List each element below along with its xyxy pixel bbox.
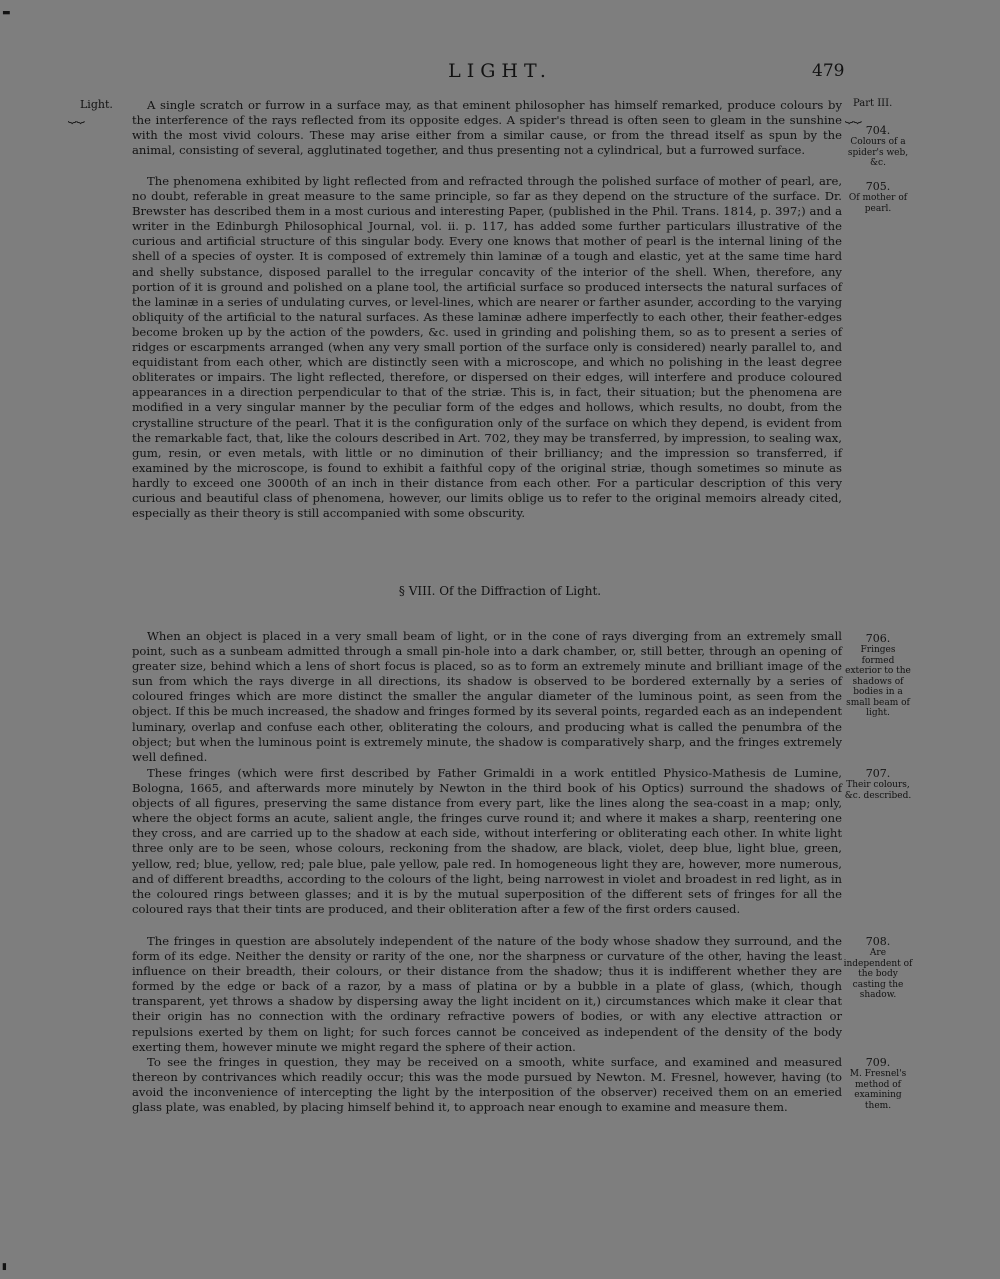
paragraph-mother-of-pearl: The phenomena exhibited by light reflected from and refracted through the polished surface of mother of pearl, are, no doubt, referable in great measure to the same principle, so far as they depend on the structure of the surface. Dr. Brewster has described them in a most curious and interesting Paper, (published in the Phil. Trans. 1814, p. 397;) and a writer in the Edinburgh Philosophical Journal, vol. ii. p. 117, has added some further particulars illustrative of the curious and artificial structure of this singular body. Every one knows that mother of pearl is the internal lining of the shell of a species of oyster. It is composed of extremely thin laminæ of a tough and elastic, yet at the same time hard and shelly substance, disposed parallel to the irregular concavity of the interior of the shell. When, therefore, any portion of it is ground and polished on a plane tool, the artificial surface so produced intersects the natural surfaces of the laminæ in a series of undulating curves, or level-lines, which are nearer or farther asunder, according to the varying obliquity of the artificial to the natural surfaces. As these laminæ adhere imperfectly to each other, their feather-edges become broken up by the action of the powders, &c. used in grinding and polishing them, so as to present a series of ridges or escarpments arranged (when any very small portion of the surface only is considered) nearly parallel to, and equidistant from each other, which are distinctly seen with a microscope, and which no polishing in the least degree obliterates or impairs. The light reflected, therefore, or dispersed on their edges, will interfere and produce coloured appearances in a direction perpendicular to that of the striæ. This is, in fact, their situation; but the phenomena are modified in a very singular manner by the peculiar form of the edges and hollows, which results, no doubt, from the crystalline structure of the pearl. That it is the configuration only of the surface on which they depend, is evident from the remarkable fact, that, like the colours described in Art. 702, they may be transferred, by impression, to sealing wax, gum, resin, or even metals, with little or no diminution of their brilliancy; and the impression so transferred, if examined by the microscope, is found to exhibit a faithful copy of the original striæ, though sometimes so minute as hardly to exceed one 3000th of an inch in their distance from each other. For a particular description of this very curious and beautiful class of phenomena, however, our limits oblige us to refer to the original memoirs already cited, especially as their theory is still accompanied with some obscurity. xyxy=(132,174,842,521)
paragraph-fringes: These fringes (which were first described by Father Grimaldi in a work entitled Physico-Mathesis de Lumine, Bologna, 1665, and afterwards more minutely by Newton in the third book of his Optics) surround the shadows of objects of all figures, preserving the same distance from every part, like the lines along the sea-coast in a map; only, where the object forms an acute, salient angle, the fringes curve round it; and where it makes a sharp, reentering one they cross, and are carried up to the shadow at each side, without interfering or obliterating each other. In white light three only are to be seen, whose colours, reckoning from the shadow, are black, violet, deep blue, light blue, green, yellow, red; blue, yellow, red; pale blue, pale yellow, pale red. In homogeneous light they are, however, more numerous, and of different breadths, according to the colours of the light, being narrowest in violet and broadest in red light, as in the coloured rings between glasses; and it is by the mutual superposition of the different sets of fringes for all the coloured rays that their tints are produced, and their obliteration after a few of the first orders caused. xyxy=(132,766,842,916)
margin-note-707 xyxy=(843,767,913,801)
margin-note-706 xyxy=(843,632,913,719)
margin-note-number: 709. xyxy=(865,1056,891,1069)
paragraph-independence: The fringes in question are absolutely independent of the nature of the body whose shadow they surround, and the form of its edge. Neither the density or rarity of the one, nor the sharpness or curvature of the other, having the least influence on their breadth, their colours, or their distance from the shadow; thus it is indifferent whether they are formed by the edge or back of a razor, by a mass of platina or by a bubble in a plate of glass, (which, though transparent, yet throws a shadow by dispersing away the light incident on it,) circumstances which make it clear that their origin has no connection with the ordinary refractive powers of bodies, or with any elective attraction or repulsions exerted by them on light; for such forces cannot be conceived as independent of the density of the body exerting them, however minute we might regard the sphere of their action. xyxy=(132,934,842,1054)
margin-note-text: Of mother of pearl. xyxy=(848,193,908,214)
right-running-head: Part III. xyxy=(853,98,893,109)
margin-note-number: 704. xyxy=(865,124,891,137)
margin-note-text: Colours of a spider's web, &c. xyxy=(847,137,909,168)
margin-note-number: 708. xyxy=(865,935,891,948)
margin-note-705 xyxy=(843,180,913,214)
corner-mark-icon: ▮ xyxy=(2,1262,7,1272)
margin-note-text: Their colours, &c. described. xyxy=(844,780,912,801)
margin-note-number: 706. xyxy=(865,632,891,645)
margin-note-text: Fringes formed exterior to the shadows of bodies in a small beam of light. xyxy=(845,645,911,718)
margin-note-number: 707. xyxy=(865,767,891,780)
left-brace-icon: ⏟⏟ xyxy=(68,108,85,124)
corner-mark-icon: ▬ xyxy=(2,8,11,18)
margin-note-text: M. Fresnel's method of examining them. xyxy=(849,1069,907,1111)
margin-note-704 xyxy=(843,124,913,169)
margin-note-709 xyxy=(843,1056,913,1111)
running-title: LIGHT. xyxy=(448,60,552,82)
margin-note-708 xyxy=(843,935,913,1001)
margin-note-number: 705. xyxy=(865,180,891,193)
section-heading: § VIII. Of the Diffraction of Light. xyxy=(398,584,602,598)
margin-note-text: Are independent of the body casting the shadow. xyxy=(843,948,913,1000)
right-brace-icon: ⏟⏟ xyxy=(845,108,862,124)
paragraph-diffraction-intro: When an object is placed in a very small beam of light, or in the cone of rays diverging from an extremely small point, such as a sunbeam admitted through a small pin-hole into a dark chamber, or, still better, through an opening of greater size, behind which a lens of short focus is placed, so as to form an extremely minute and brilliant image of the sun from which the rays diverge in all directions, its shadow is observed to be bordered externally by a series of coloured fringes which are more distinct the smaller the angular diameter of the luminous point, as seen from the object. If this be much increased, the shadow and fringes formed by its several points, regarded each as an independent luminary, overlap and confuse each other, obliterating the colours, and producing what is called the penumbra of the object; but when the luminous point is extremely minute, the shadow is comparatively sharp, and the fringes extremely well defined. xyxy=(132,629,842,764)
paragraph-scratch: A single scratch or furrow in a surface may, as that eminent philosopher has himself remarked, produce colours by the interference of the rays reflected from its opposite edges. A spider's thread is often seen to gleam in the sunshine with the most vivid colours. These may arise either from a similar cause, or from the thread itself as spun by the animal, consisting of several, agglutinated together, and thus presenting not a cylindrical, but a furrowed surface. xyxy=(132,98,842,158)
paragraph-fresnel: To see the fringes in question, they may be received on a smooth, white surface, and examined and measured thereon by contrivances which readily occur; this was the mode pursued by Newton. M. Fresnel, however, having (to avoid the inconvenience of intercepting the light by the interposition of the observer) received them on an emeried glass plate, was enabled, by placing himself behind it, to approach near enough to examine and measure them. xyxy=(132,1055,842,1115)
page-number: 479 xyxy=(812,61,845,81)
left-running-head: Light. xyxy=(80,98,113,111)
